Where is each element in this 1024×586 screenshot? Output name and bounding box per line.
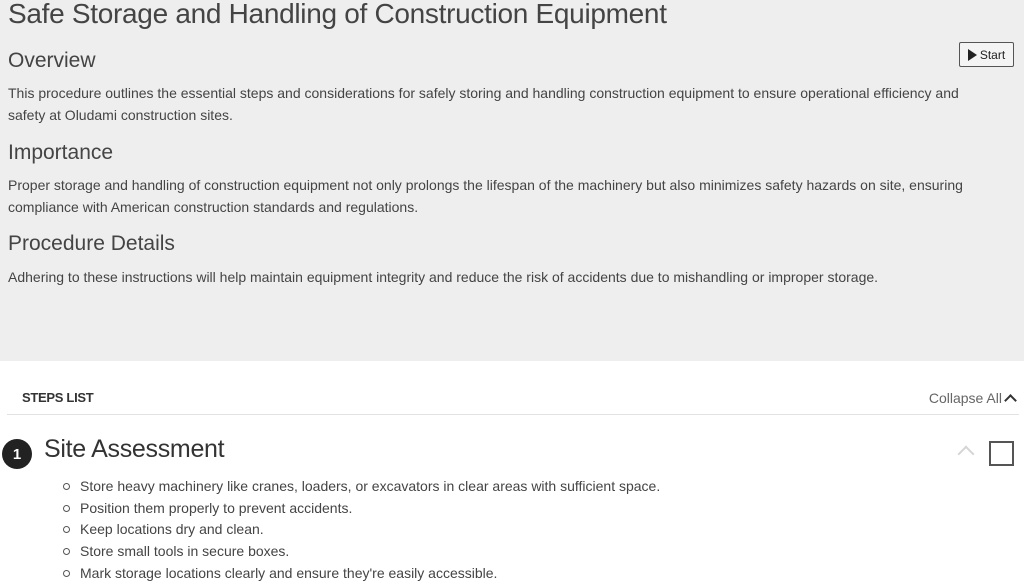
overview-heading: Overview: [8, 49, 96, 72]
circle-bullet-icon: [63, 570, 70, 577]
circle-bullet-icon: [63, 526, 70, 533]
step-collapse-icon[interactable]: [958, 446, 975, 463]
play-icon: [968, 49, 977, 61]
list-item-text: Store heavy machinery like cranes, loaders, or excavators in clear areas with sufficient space.: [80, 478, 661, 494]
list-item: [62, 563, 660, 585]
list-item: [62, 476, 660, 498]
step-item-list: [62, 476, 660, 585]
circle-bullet-icon: [63, 505, 70, 512]
circle-bullet-icon: [63, 548, 70, 555]
start-button-label: Start: [979, 47, 1006, 62]
page-title: Safe Storage and Handling of Construction Equipment: [8, 0, 667, 29]
list-item-text: Position them properly to prevent accidents.: [80, 499, 353, 516]
list-item-text: Mark storage locations clearly and ensure they're easily accessible.: [80, 564, 498, 581]
chevron-up-icon: [1004, 394, 1017, 407]
collapse-all-label: Collapse All: [928, 390, 1002, 406]
importance-text: Proper storage and handling of construction equipment not only prolongs the lifespan of the machinery but also minimizes safety hazards on site, ensuring compliance with American construction standards and regulations.: [8, 177, 963, 215]
steps-list-label: STEPS LIST: [22, 390, 94, 405]
overview-text: This procedure outlines the essential steps and considerations for safely storing and handling construction equipment to ensure operational efficiency and safety at Oludami construction sites.: [8, 85, 959, 123]
procedure-details-text: Adhering to these instructions will help maintain equipment integrity and reduce the risk of accidents due to mishandling or improper storage.: [8, 269, 879, 285]
step-checkbox[interactable]: [989, 441, 1014, 466]
list-item: [62, 498, 660, 520]
steps-list-header: [7, 386, 1019, 415]
circle-bullet-icon: [63, 483, 70, 490]
list-item: [62, 541, 660, 563]
list-item-text: Keep locations dry and clean.: [80, 521, 264, 538]
list-item: [62, 519, 660, 541]
procedure-details-heading: Procedure Details: [8, 232, 175, 255]
list-item-text: Store small tools in secure boxes.: [80, 543, 290, 560]
step-number-badge: 1: [2, 439, 32, 469]
start-button[interactable]: [959, 42, 1014, 67]
step-title: Site Assessment: [44, 435, 225, 463]
collapse-all-button[interactable]: [929, 390, 1015, 406]
importance-heading: Importance: [8, 141, 114, 164]
